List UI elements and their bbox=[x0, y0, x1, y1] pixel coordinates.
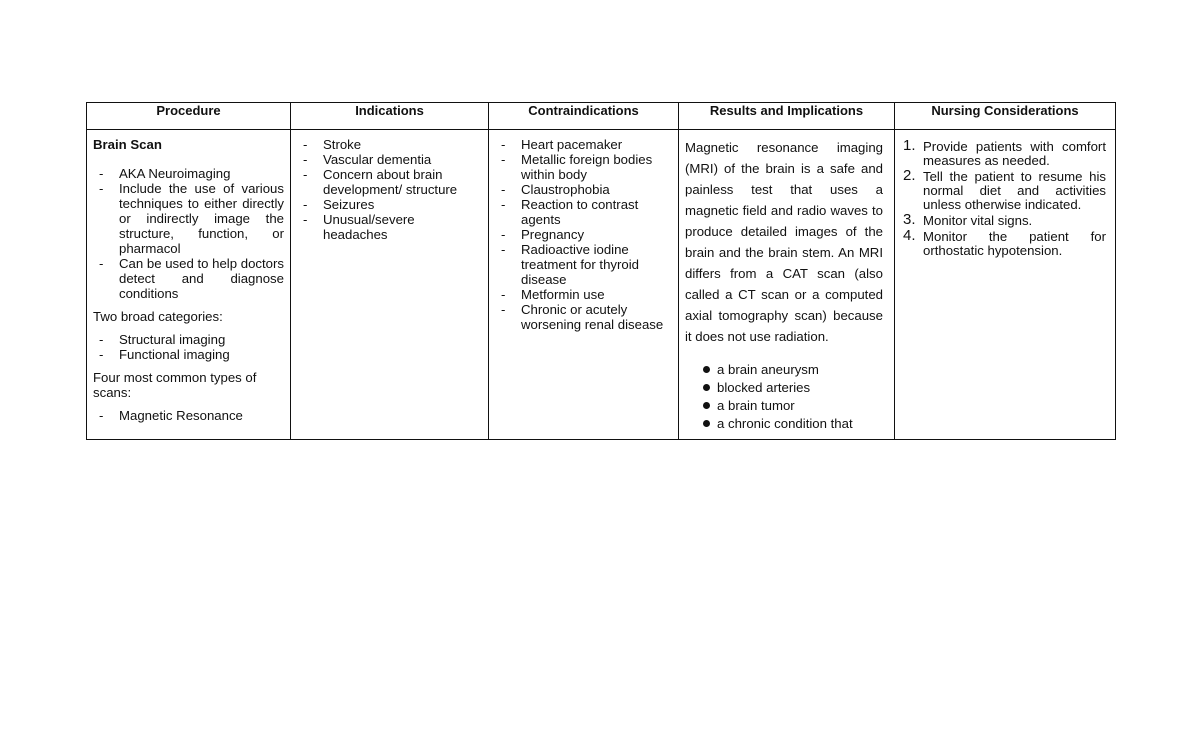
care-plan-table bbox=[86, 102, 1116, 440]
contraindications-list bbox=[495, 137, 672, 332]
list-item: - Include the use of various techniques to either directly or indirectly image the structure, function, or pharmacol bbox=[93, 181, 284, 256]
indications-cell bbox=[291, 130, 489, 440]
item-text: Monitor the patient for orthostatic hypotension. bbox=[923, 229, 1106, 258]
indications-list bbox=[297, 137, 482, 242]
list-item: - Reaction to contrast agents bbox=[495, 197, 672, 227]
list-item: - Claustrophobia bbox=[495, 182, 672, 197]
header-contraindications: Contraindications bbox=[489, 103, 679, 130]
can-be-item bbox=[93, 256, 284, 301]
list-item: - Heart pacemaker bbox=[495, 137, 672, 152]
dash-marker: - bbox=[99, 256, 104, 271]
scan-type-list bbox=[93, 408, 284, 423]
results-cell bbox=[679, 130, 895, 440]
header-results: Results and Implications bbox=[679, 103, 895, 130]
contraindications-cell bbox=[489, 130, 679, 440]
list-item: - Radioactive iodine treatment for thyroid disease bbox=[495, 242, 672, 287]
header-row bbox=[87, 103, 1116, 130]
two-broad-label: Two broad categories: bbox=[93, 309, 223, 324]
nursing-cell bbox=[895, 130, 1116, 440]
category-list bbox=[93, 332, 284, 362]
list-item: a chronic condition that bbox=[685, 415, 888, 433]
list-item: - Stroke bbox=[297, 137, 482, 152]
list-item: - Seizures bbox=[297, 197, 482, 212]
can-be-text: Can be used to help doctors detect and diagnose conditions bbox=[119, 256, 284, 301]
mri-paragraph: Magnetic resonance imaging (MRI) of the brain is a safe and painless test that uses a magnetic field and radio waves to produce detailed images of the brain and the brain stem. An MRI differs from a CAT scan (also called a CT scan or a computed axial tomography scan) because it does not use radiation. bbox=[685, 140, 883, 344]
list-item: - Pregnancy bbox=[495, 227, 672, 242]
list-item: - Structural imaging bbox=[93, 332, 284, 347]
item-number: 2. bbox=[903, 167, 916, 184]
list-item: - Unusual/severe headaches bbox=[297, 212, 482, 242]
nursing-list bbox=[901, 137, 1109, 258]
item-number: 3. bbox=[903, 211, 916, 228]
item-text: Tell the patient to resume his normal diet and activities unless otherwise indicated. bbox=[923, 169, 1106, 212]
procedure-cell bbox=[87, 130, 291, 440]
list-item: a brain tumor bbox=[685, 397, 888, 415]
list-item: - Metallic foreign bodies within body bbox=[495, 152, 672, 182]
list-item bbox=[901, 211, 1109, 228]
header-procedure: Procedure bbox=[87, 103, 291, 130]
list-item: - Concern about brain development/ structure bbox=[297, 167, 482, 197]
list-item bbox=[901, 137, 1109, 168]
item-text: Provide patients with comfort measures as needed. bbox=[923, 139, 1106, 168]
list-item: blocked arteries bbox=[685, 379, 888, 397]
list-item: - Chronic or acutely worsening renal disease bbox=[495, 302, 672, 332]
item-number: 1. bbox=[903, 137, 916, 154]
procedure-title: Brain Scan bbox=[93, 137, 162, 152]
list-item: - AKA Neuroimaging bbox=[93, 166, 284, 181]
list-item: a brain aneurysm bbox=[685, 361, 888, 379]
list-item: - Metformin use bbox=[495, 287, 672, 302]
list-item bbox=[901, 227, 1109, 258]
procedure-bullets bbox=[93, 166, 284, 256]
header-nursing: Nursing Considerations bbox=[895, 103, 1116, 130]
four-common-label: Four most common types of scans: bbox=[93, 370, 257, 400]
list-item: - Magnetic Resonance bbox=[93, 408, 284, 423]
list-item bbox=[901, 167, 1109, 212]
item-text: Monitor vital signs. bbox=[923, 213, 1033, 228]
body-row bbox=[87, 130, 1116, 440]
results-bullets bbox=[685, 361, 888, 433]
header-indications: Indications bbox=[291, 103, 489, 130]
item-number: 4. bbox=[903, 227, 916, 244]
list-item: - Vascular dementia bbox=[297, 152, 482, 167]
list-item: - Functional imaging bbox=[93, 347, 284, 362]
